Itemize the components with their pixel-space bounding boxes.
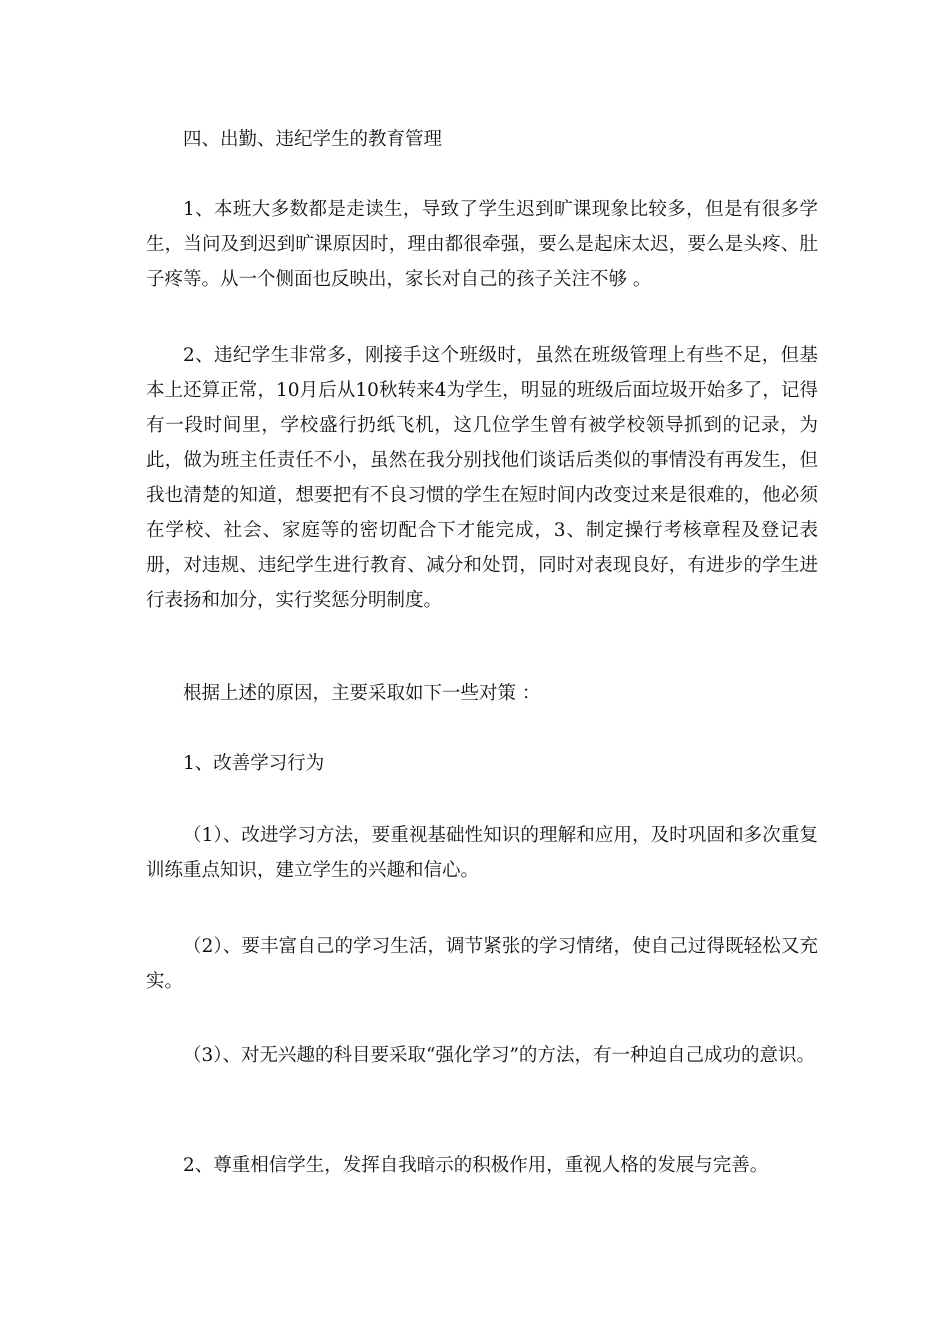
list-heading-study-behavior: 1、改善学习行为 (183, 753, 325, 774)
list-item-1: （1）、改进学习方法，要重视基础性知识的理解和应用，及时巩固和多次重复训练重点知识，建立学生的兴趣和信心。 (146, 825, 818, 881)
list-item-3: （3）、对无兴趣的科目要采取“强化学习”的方法，有一种迫自己成功的意识。 (183, 1045, 815, 1066)
paragraph-attendance: 1、本班大多数都是走读生，导致了学生迟到旷课现象比较多，但是有很多学生，当问及到迟到旷课原因时，理由都很牵强，要么是起床太迟，要么是头疼、肚子疼等。从一个侧面也反映出，家长对自己的孩子关注不够 。 (146, 199, 818, 290)
paragraph-measures-intro: 根据上述的原因，主要采取如下一些对策 ： (183, 683, 541, 704)
section-heading: 四、出勤、违纪学生的教育管理 (183, 129, 443, 150)
list-heading-respect-students: 2、尊重相信学生，发挥自我暗示的积极作用，重视人格的发展与完善。 (183, 1155, 769, 1176)
paragraph-discipline: 2、违纪学生非常多，刚接手这个班级时，虽然在班级管理上有些不足，但基本上还算正常，10月后从10秋转来4为学生，明显的班级后面垃圾开始多了，记得有一段时间里，学校盛行扔纸飞机，这几位学生曾有被学校领导抓到的记录，为此，做为班主任责任不小，虽然在我分别找他们谈话后类似的事情没有再发生，但我也清楚的知道，想要把有不良习惯的学生在短时间内改变过来是很难的，他必须在学校、社会、家庭等的密切配合下才能完成，3、制定操行考核章程及登记表册，对违规、违纪学生进行教育、减分和处罚，同时对表现良好，有进步的学生进行表扬和加分，实行奖惩分明制度。 (146, 345, 818, 611)
list-item-2: （2）、要丰富自己的学习生活，调节紧张的学习情绪，使自己过得既轻松又充实。 (146, 936, 818, 992)
